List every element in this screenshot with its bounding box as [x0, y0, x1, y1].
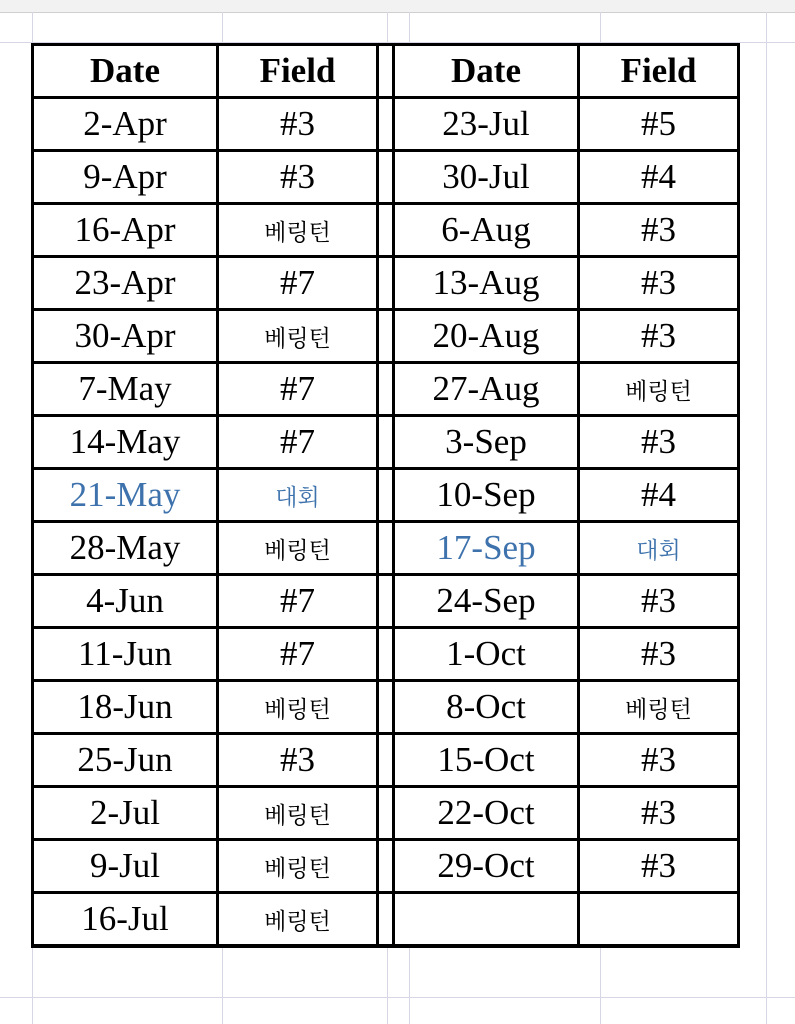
right-date-cell[interactable]: 22-Oct [394, 787, 579, 840]
gap-cell[interactable] [378, 787, 394, 840]
right-field-cell[interactable]: #3 [579, 257, 739, 310]
table-row [33, 734, 739, 787]
left-field-cell[interactable]: 베링턴 [218, 840, 378, 893]
gap-cell[interactable] [378, 204, 394, 257]
left-field-cell[interactable]: 베링턴 [218, 204, 378, 257]
gap-cell[interactable] [378, 734, 394, 787]
header-field-right[interactable]: Field [579, 45, 739, 98]
right-date-cell[interactable] [394, 893, 579, 947]
left-field-cell[interactable]: 베링턴 [218, 787, 378, 840]
left-date-cell[interactable]: 9-Apr [33, 151, 218, 204]
table-row [33, 787, 739, 840]
right-field-cell[interactable] [579, 893, 739, 947]
right-field-cell[interactable]: 대회 [579, 522, 739, 575]
gap-cell[interactable] [378, 469, 394, 522]
gap-cell[interactable] [378, 681, 394, 734]
gap-cell[interactable] [378, 628, 394, 681]
right-date-cell[interactable]: 20-Aug [394, 310, 579, 363]
header-field-left[interactable]: Field [218, 45, 378, 98]
left-field-cell[interactable]: 베링턴 [218, 310, 378, 363]
table-row [33, 416, 739, 469]
table-row [33, 628, 739, 681]
left-date-cell[interactable]: 21-May [33, 469, 218, 522]
left-field-cell[interactable]: 대회 [218, 469, 378, 522]
left-date-cell[interactable]: 28-May [33, 522, 218, 575]
table-row [33, 363, 739, 416]
right-field-cell[interactable]: #4 [579, 469, 739, 522]
left-field-cell[interactable]: #3 [218, 98, 378, 151]
right-field-cell[interactable]: #3 [579, 575, 739, 628]
left-date-cell[interactable]: 25-Jun [33, 734, 218, 787]
right-field-cell[interactable]: #3 [579, 787, 739, 840]
left-date-cell[interactable]: 23-Apr [33, 257, 218, 310]
header-date-left[interactable]: Date [33, 45, 218, 98]
right-field-cell[interactable]: #3 [579, 734, 739, 787]
gap-cell[interactable] [378, 151, 394, 204]
app-top-bar [0, 0, 795, 13]
right-date-cell[interactable]: 23-Jul [394, 98, 579, 151]
right-date-cell[interactable]: 6-Aug [394, 204, 579, 257]
table-row [33, 681, 739, 734]
right-date-cell[interactable]: 13-Aug [394, 257, 579, 310]
right-date-cell[interactable]: 24-Sep [394, 575, 579, 628]
right-date-cell[interactable]: 30-Jul [394, 151, 579, 204]
table-row [33, 575, 739, 628]
table-row [33, 522, 739, 575]
left-date-cell[interactable]: 11-Jun [33, 628, 218, 681]
left-date-cell[interactable]: 2-Apr [33, 98, 218, 151]
right-field-cell[interactable]: #5 [579, 98, 739, 151]
left-date-cell[interactable]: 4-Jun [33, 575, 218, 628]
right-field-cell[interactable]: 베링턴 [579, 363, 739, 416]
left-date-cell[interactable]: 7-May [33, 363, 218, 416]
left-date-cell[interactable]: 18-Jun [33, 681, 218, 734]
left-field-cell[interactable]: #7 [218, 363, 378, 416]
table-row [33, 151, 739, 204]
left-date-cell[interactable]: 16-Jul [33, 893, 218, 947]
gap-cell[interactable] [378, 522, 394, 575]
gap-cell[interactable] [378, 98, 394, 151]
left-date-cell[interactable]: 16-Apr [33, 204, 218, 257]
gap-cell[interactable] [378, 416, 394, 469]
right-date-cell[interactable]: 15-Oct [394, 734, 579, 787]
left-field-cell[interactable]: #3 [218, 734, 378, 787]
gap-cell[interactable] [378, 45, 394, 98]
header-date-right[interactable]: Date [394, 45, 579, 98]
left-field-cell[interactable]: #7 [218, 628, 378, 681]
left-field-cell[interactable]: #7 [218, 416, 378, 469]
right-date-cell[interactable]: 17-Sep [394, 522, 579, 575]
gap-cell[interactable] [378, 840, 394, 893]
gap-cell[interactable] [378, 893, 394, 947]
table-row [33, 310, 739, 363]
left-field-cell[interactable]: 베링턴 [218, 893, 378, 947]
right-field-cell[interactable]: #3 [579, 310, 739, 363]
right-field-cell[interactable]: #3 [579, 628, 739, 681]
right-date-cell[interactable]: 8-Oct [394, 681, 579, 734]
right-date-cell[interactable]: 3-Sep [394, 416, 579, 469]
right-field-cell[interactable]: #3 [579, 416, 739, 469]
right-field-cell[interactable]: #4 [579, 151, 739, 204]
left-field-cell[interactable]: #7 [218, 575, 378, 628]
right-field-cell[interactable]: 베링턴 [579, 681, 739, 734]
left-field-cell[interactable]: 베링턴 [218, 522, 378, 575]
left-date-cell[interactable]: 9-Jul [33, 840, 218, 893]
gap-cell[interactable] [378, 575, 394, 628]
right-date-cell[interactable]: 1-Oct [394, 628, 579, 681]
left-date-cell[interactable]: 30-Apr [33, 310, 218, 363]
table-row [33, 893, 739, 947]
right-field-cell[interactable]: #3 [579, 204, 739, 257]
right-field-cell[interactable]: #3 [579, 840, 739, 893]
right-date-cell[interactable]: 27-Aug [394, 363, 579, 416]
gap-cell[interactable] [378, 363, 394, 416]
right-date-cell[interactable]: 10-Sep [394, 469, 579, 522]
left-date-cell[interactable]: 2-Jul [33, 787, 218, 840]
left-date-cell[interactable]: 14-May [33, 416, 218, 469]
left-field-cell[interactable]: 베링턴 [218, 681, 378, 734]
left-field-cell[interactable]: #3 [218, 151, 378, 204]
table-row [33, 257, 739, 310]
table-row [33, 204, 739, 257]
left-field-cell[interactable]: #7 [218, 257, 378, 310]
schedule-table [31, 43, 740, 948]
table-row [33, 98, 739, 151]
table-row [33, 469, 739, 522]
gap-cell[interactable] [378, 257, 394, 310]
gap-cell[interactable] [378, 310, 394, 363]
right-date-cell[interactable]: 29-Oct [394, 840, 579, 893]
table-row [33, 840, 739, 893]
header-row [33, 45, 739, 98]
